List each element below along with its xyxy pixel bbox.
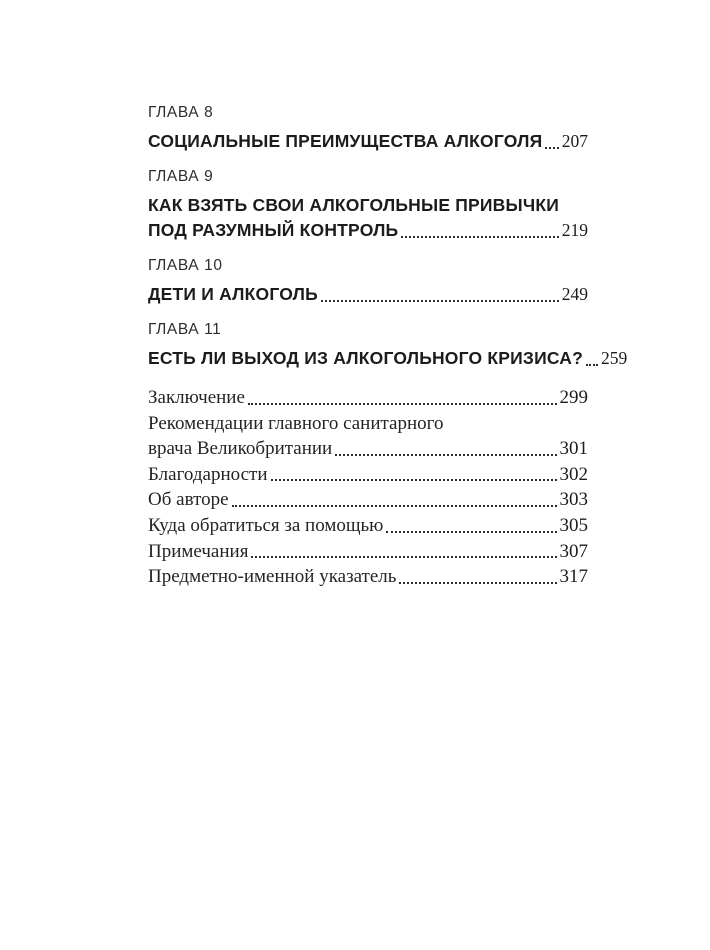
toc-content bbox=[148, 104, 628, 590]
toc-entry-title: Предметно-именной указатель bbox=[148, 566, 397, 588]
chapter-number-label: ГЛАВА 10 bbox=[148, 257, 223, 274]
chapter-number-label: ГЛАВА 8 bbox=[148, 104, 214, 121]
backmatter-entry bbox=[148, 411, 588, 462]
chapter-number-label: ГЛАВА 9 bbox=[148, 168, 214, 185]
backmatter-entry bbox=[148, 564, 588, 590]
chapter-title-lines bbox=[148, 346, 628, 371]
toc-leader-row bbox=[148, 487, 588, 513]
page-number: 259 bbox=[601, 348, 628, 368]
dot-leader bbox=[271, 479, 557, 481]
dot-leader bbox=[386, 531, 556, 533]
toc-entry-title: ДЕТИ И АЛКОГОЛЬ bbox=[148, 284, 318, 304]
toc-entry-title: Об авторе bbox=[148, 489, 229, 511]
toc-chapter-entry bbox=[148, 104, 588, 154]
backmatter-entry bbox=[148, 487, 588, 513]
toc-leader-row bbox=[148, 564, 588, 590]
chapter-number-label: ГЛАВА 11 bbox=[148, 321, 222, 338]
page-number: 249 bbox=[561, 284, 588, 304]
toc-entry-title: ЕСТЬ ЛИ ВЫХОД ИЗ АЛКОГОЛЬНОГО КРИЗИСА? bbox=[148, 348, 583, 368]
dot-leader bbox=[399, 582, 556, 584]
toc-title-line: Рекомендации главного санитарного bbox=[148, 412, 444, 434]
toc-leader-row bbox=[148, 539, 588, 565]
toc-entry-title: врача Великобритании bbox=[148, 438, 333, 460]
dot-leader bbox=[251, 556, 556, 558]
dot-leader bbox=[545, 147, 558, 149]
toc-leader-row bbox=[148, 282, 588, 307]
toc-leader-row bbox=[148, 129, 588, 154]
chapter-list bbox=[148, 104, 628, 371]
page-number: 302 bbox=[559, 463, 588, 485]
chapter-title-lines bbox=[148, 282, 588, 307]
toc-leader-row bbox=[148, 436, 588, 462]
dot-leader bbox=[401, 236, 558, 238]
page-number: 303 bbox=[559, 489, 588, 511]
toc-entry-title: Благодарности bbox=[148, 463, 268, 485]
toc-chapter-entry bbox=[148, 168, 588, 243]
page-number: 219 bbox=[561, 220, 588, 240]
toc-leader-row bbox=[148, 218, 588, 243]
page-number: 307 bbox=[559, 540, 588, 562]
toc-leader-row bbox=[148, 346, 628, 371]
toc-entry-title: ПОД РАЗУМНЫЙ КОНТРОЛЬ bbox=[148, 220, 399, 240]
toc-chapter-entry bbox=[148, 321, 628, 371]
toc-chapter-entry bbox=[148, 257, 588, 307]
page-number: 299 bbox=[559, 387, 588, 408]
toc-title-line: КАК ВЗЯТЬ СВОИ АЛКОГОЛЬНЫЕ ПРИВЫЧКИ bbox=[148, 195, 560, 215]
dot-leader bbox=[586, 364, 598, 366]
dot-leader bbox=[232, 505, 557, 507]
toc-leader-row bbox=[148, 462, 588, 488]
chapter-title-lines bbox=[148, 193, 588, 243]
dot-leader bbox=[321, 300, 559, 302]
toc-entry-title: Заключение bbox=[148, 387, 245, 408]
backmatter-entry bbox=[148, 462, 588, 488]
page-number: 207 bbox=[561, 131, 588, 151]
toc-leader-row bbox=[148, 513, 588, 539]
chapter-title-lines bbox=[148, 129, 588, 154]
page-number: 317 bbox=[559, 566, 588, 588]
backmatter-list bbox=[148, 385, 588, 590]
dot-leader bbox=[335, 454, 556, 456]
toc-entry-title: СОЦИАЛЬНЫЕ ПРЕИМУЩЕСТВА АЛКОГОЛЯ bbox=[148, 131, 543, 151]
toc-entry-title: Куда обратиться за помощью bbox=[148, 514, 384, 536]
backmatter-entry bbox=[148, 513, 588, 539]
toc-leader-row bbox=[148, 385, 588, 411]
toc-entry-title: Примечания bbox=[148, 540, 249, 562]
page-number: 301 bbox=[559, 438, 588, 460]
backmatter-entry bbox=[148, 385, 588, 411]
page-number: 305 bbox=[559, 514, 588, 536]
dot-leader bbox=[248, 403, 557, 405]
backmatter-entry bbox=[148, 539, 588, 565]
